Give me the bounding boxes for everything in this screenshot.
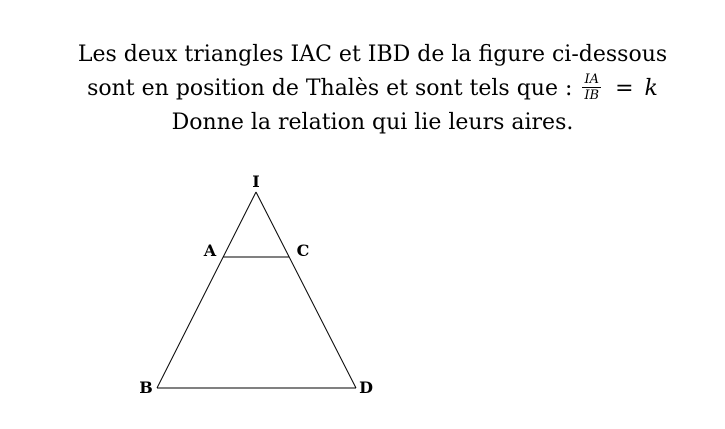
equals-sign: = bbox=[615, 76, 634, 101]
label-C: C bbox=[296, 241, 310, 260]
ratio-variable: k bbox=[644, 76, 658, 101]
fraction-numerator: IA bbox=[582, 72, 601, 88]
statement-line-2-text: sont en position de Thalès et sont tels que : bbox=[87, 76, 573, 101]
label-I: I bbox=[252, 172, 260, 191]
fraction-denominator: IB bbox=[584, 87, 600, 103]
label-D: D bbox=[359, 378, 373, 397]
statement-line-1: Les deux triangles IAC et IBD de la figure ci-dessous bbox=[77, 42, 668, 67]
label-B: B bbox=[139, 378, 153, 397]
side-IB bbox=[157, 192, 256, 388]
statement-line-3: Donne la relation qui lie leurs aires. bbox=[171, 110, 574, 135]
label-A: A bbox=[203, 241, 217, 260]
side-ID bbox=[256, 192, 356, 388]
